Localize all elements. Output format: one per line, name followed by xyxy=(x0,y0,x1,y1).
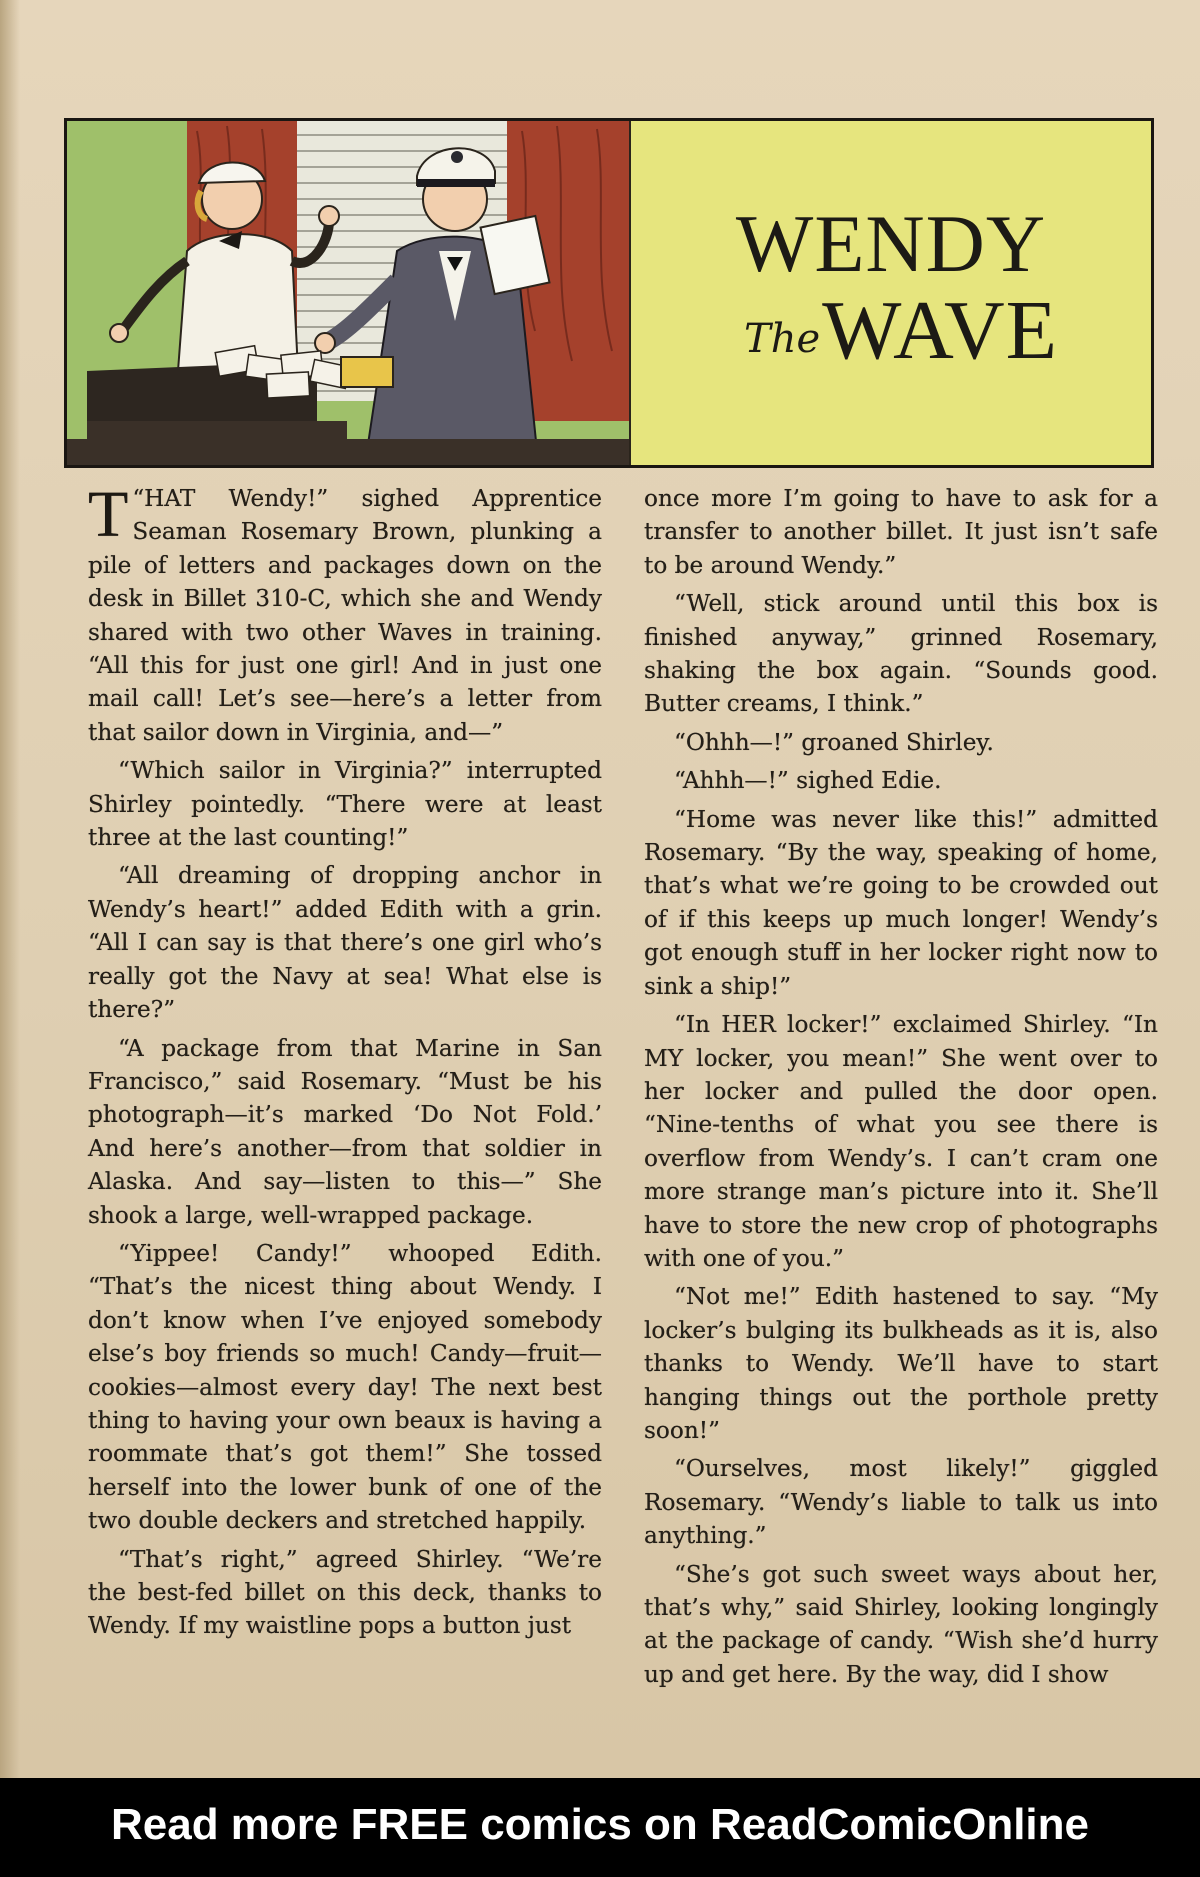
title-the-wave xyxy=(671,284,1131,377)
paragraph: “A package from that Marine in San Francisco,” said Rosemary. “Must be his photograph—it’s marked ‘Do Not Fold.’ And here’s another—from that soldier in Alaska. And say—listen to this—” She shook a large, well-wrapped package. xyxy=(88,1034,602,1229)
promo-footer-bar[interactable] xyxy=(0,1778,1200,1877)
paragraph: “All dreaming of dropping anchor in Wendy’s heart!” added Edith with a grin. “All I can say is that there’s one girl who’s really got the Navy at sea! What else is there?” xyxy=(88,862,602,1024)
text-column-left xyxy=(88,478,602,1648)
paragraph: “Which sailor in Virginia?” interrupted Shirley pointedly. “There were at least three at the last counting!” xyxy=(88,757,602,852)
paragraph: “Ohhh—!” groaned Shirley. xyxy=(674,728,994,756)
opening-paragraph xyxy=(88,478,602,749)
header-illustration xyxy=(67,121,629,465)
title-wave: WAVE xyxy=(822,284,1058,377)
story-header-panel xyxy=(64,118,1154,468)
paragraph: “Well, stick around until this box is finished anyway,” grinned Rosemary, shaking the box again. “Sounds good. Butter creams, I think.” xyxy=(644,590,1158,718)
text-column-right xyxy=(644,482,1158,1696)
paragraph: “Yippee! Candy!” whooped Edith. “That’s the nicest thing about Wendy. I don’t know when I’ve enjoyed somebody else’s boy friends so much! Candy—fruit—cookies—almost every day! The next best thing to having your own beaux is having a roommate that’s got them!” She tossed herself into the lower bunk of one of the two double deckers and stretched happily. xyxy=(88,1239,602,1535)
title-the: The xyxy=(744,316,821,362)
drop-cap: T xyxy=(88,478,129,551)
paragraph: “In HER locker!” exclaimed Shirley. “In MY locker, you mean!” She went over to her locker and pulled the door open. “Nine-tenths of what you see there is overflow from Wendy’s. I can’t cram one more strange man’s picture into it. She’ll have to store the new crop of photographs with one of you.” xyxy=(644,1011,1158,1272)
paragraph: “That’s right,” agreed Shirley. “We’re the best-fed billet on this deck, thanks to Wendy. If my waistline pops a button just xyxy=(88,1545,602,1640)
paragraph: “Ahhh—!” sighed Edie. xyxy=(674,767,942,795)
paragraph-text: “HAT Wendy!” sighed Apprentice Seaman Rosemary Brown, plunking a pile of letters and packages down on the desk in Billet 310-C, which she and Wendy shared with two other Waves in training. “All this for just one girl! And in just one mail call! Let’s see—here’s a letter from that sailor down in Virginia, and—” xyxy=(88,485,602,746)
paragraph: “Home was never like this!” admitted Rosemary. “By the way, speaking of home, that’s what we’re going to be crowded out of if this keeps up much longer! Wendy’s got enough stuff in her locker right now to sink a ship!” xyxy=(644,805,1158,1000)
paragraph-continuation: once more I’m going to have to ask for a transfer to another billet. It just isn’t safe to be around Wendy.” xyxy=(644,485,1158,579)
paragraph: “She’s got such sweet ways about her, that’s why,” said Shirley, looking longingly at the package of candy. “Wish she’d hurry up and get here. By the way, did I show xyxy=(644,1560,1158,1688)
title-wendy: WENDY xyxy=(735,198,1047,289)
story-title xyxy=(629,121,1151,465)
paragraph: “Not me!” Edith hastened to say. “My locker’s bulging its bulkheads as it is, also thanks to Wendy. We’ll have to start hanging things out the porthole pretty soon!” xyxy=(644,1283,1158,1444)
promo-footer-text[interactable]: Read more FREE comics on ReadComicOnline xyxy=(110,1800,1089,1849)
paragraph: “Ourselves, most likely!” giggled Rosemary. “Wendy’s liable to talk us into anything.” xyxy=(644,1455,1158,1550)
